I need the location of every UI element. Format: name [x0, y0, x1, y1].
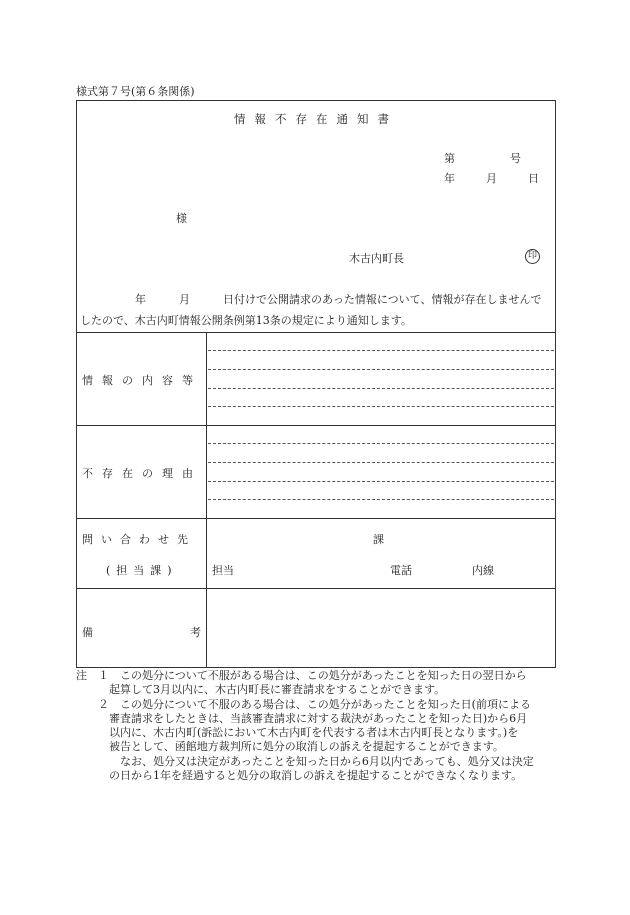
note-line: 起算して3月以内に、木古内町長に審査請求をすることができます。 — [76, 683, 446, 697]
row-label-contact-sub: (担当課) — [106, 564, 178, 577]
divider-info — [76, 425, 556, 426]
document-title: 情報不存在通知書 — [234, 112, 398, 126]
write-line — [208, 443, 554, 444]
column-divider — [206, 332, 207, 668]
row-label-reason: 不存在の理由 — [82, 467, 202, 480]
document-number: 第 号 — [444, 152, 521, 165]
row-label-remarks-2: 考 — [190, 626, 201, 639]
addressee-suffix: 様 — [176, 212, 187, 225]
form-number-label: 様式第７号(第６条関係) — [76, 85, 195, 98]
note-line: 注 １ この処分について不服がある場合は、この処分があったことを知った日の翌日から — [76, 669, 527, 682]
seal-mark: 印 — [525, 249, 540, 264]
note-line: 以内に、木古内町(訴訟において木古内町を代表する者は木古内町長となります。)を — [76, 726, 519, 740]
write-line — [208, 481, 554, 482]
note-line: ２ この処分について不服のある場合は、この処分があったことを知った日(前項による — [76, 697, 531, 711]
document-date: 年 月 日 — [444, 172, 542, 185]
notes-section — [76, 669, 562, 783]
divider-header — [76, 332, 556, 333]
write-line — [208, 462, 554, 463]
note-line: 審査請求をしたときは、当該審査請求に対する裁決があったことを知った日)から6月 — [76, 711, 528, 725]
notice-body: 年 月 日付けで公開請求のあった情報について、情報が存在しませんでしたので、木古内町情報公開条例第13条の規定により通知します。 — [80, 293, 542, 327]
write-line — [208, 388, 554, 389]
write-line — [208, 350, 554, 351]
row-label-contact: 問い合わせ先 — [82, 533, 196, 546]
note-line: 被告として、函館地方裁判所に処分の取消しの訴えを提起することができます。 — [76, 740, 504, 754]
note-line: なお、処分又は決定があったことを知った日から6月以内であっても、処分又は決定 — [76, 754, 534, 768]
issuer-name: 木古内町長 — [349, 252, 404, 265]
divider-contact — [76, 588, 556, 589]
contact-extension: 内線 — [472, 564, 494, 577]
row-label-info-content: 情報の内容等 — [82, 374, 202, 387]
row-label-remarks-1: 備 — [82, 626, 93, 639]
write-line — [208, 406, 554, 407]
note-line: の日から1年を経過すると処分の取消しの訴えを提起することができなくなります。 — [76, 769, 523, 783]
contact-phone: 電話 — [390, 564, 412, 577]
write-line — [208, 369, 554, 370]
contact-person: 担当 — [212, 564, 234, 577]
write-line — [208, 499, 554, 500]
divider-reason — [76, 518, 556, 519]
contact-department: 課 — [373, 533, 384, 546]
